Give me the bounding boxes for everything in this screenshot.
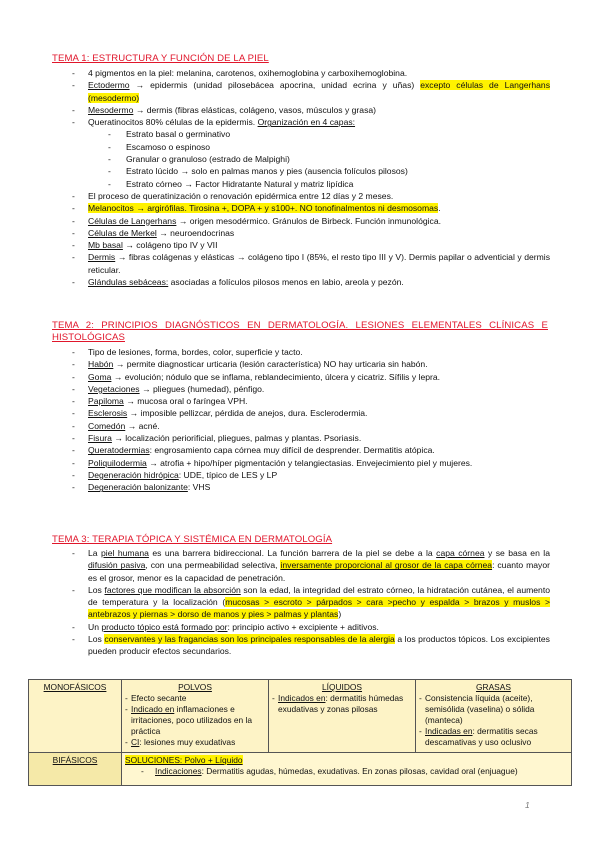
tema2-title-line2: HISTOLÓGICAS bbox=[52, 332, 125, 343]
table-row bbox=[29, 753, 572, 786]
list-item: - El proceso de queratinización o renovación epidérmica entre 12 días y 2 meses. bbox=[72, 190, 550, 202]
header-polvos: POLVOS bbox=[178, 682, 212, 692]
sublist-item: - Escamoso o espinoso bbox=[72, 141, 550, 153]
list-item: - 4 pigmentos en la piel: melanina, carotenos, oxihemoglobina y carboxihemoglobina. bbox=[72, 67, 550, 79]
list-item: - Comedón → acné. bbox=[72, 420, 550, 432]
sublist-item: - Estrato lúcido → solo en palmas manos y pies (ausencia folículos pilosos) bbox=[72, 165, 550, 177]
page-number: 1 bbox=[525, 800, 530, 810]
excipients-table bbox=[28, 679, 572, 786]
list-item: - Glándulas sebáceas: asociadas a folículos pilosos menos en labio, areola y pezón. bbox=[72, 276, 550, 288]
list-item: - Ectodermo → epidermis (unidad pilosebácea apocrina, unidad ecrina y uñas) excepto células de Langerhans (mesodermo) bbox=[72, 79, 550, 104]
list-item: - Tipo de lesiones, forma, bordes, color, superficie y tacto. bbox=[72, 346, 550, 358]
list-item: - Degeneración hidrópica: UDE, típico de LES y LP bbox=[72, 469, 550, 481]
tema2-title-line1: TEMA 2: PRINCIPIOS DIAGNÓSTICOS EN DERMATOLOGÍA. LESIONES ELEMENTALES CLÍNICAS E bbox=[52, 320, 548, 331]
list-item: - Queratodermias: engrosamiento capa córnea muy difícil de desprender. Dermatitis atópica. bbox=[72, 444, 550, 456]
row-label-bifasicos: BIFÁSICOS bbox=[29, 753, 122, 786]
list-item: - Dermis → fibras colágenas y elásticas → colágeno tipo I (85%, el resto tipo III y V). Dermis papilar o adventicial y dermis reticular. bbox=[72, 251, 550, 276]
tema3-list bbox=[72, 547, 550, 658]
soluciones-heading: SOLUCIONES: Polvo + Líquido bbox=[125, 755, 243, 765]
list-item: - Mb basal → colágeno tipo IV y VII bbox=[72, 239, 550, 251]
list-item: - Esclerosis → imposible pellizcar, pérdida de anejos, dura. Esclerodermia. bbox=[72, 407, 550, 419]
sublist-item: - Granular o granuloso (estrado de Malpighi) bbox=[72, 153, 550, 165]
list-item: - Melanocitos → argirófilas. Tirosina +, DOPA + y s100+. NO tonofinalmentos ni desmosomas. bbox=[72, 202, 550, 214]
tema3-title: TEMA 3: TERAPIA TÓPICA Y SISTÉMICA EN DERMATOLOGÍA bbox=[52, 534, 333, 545]
list-item: - Los factores que modifican la absorción son la edad, la integridad del estrato córneo, la hidratación cutánea, el aumento de temperatura y la localización (mucosas > escroto > párpados > cara >pecho y espalda > brazos y muslos > antebrazos y piernas > dorso de manos y pies > palmas y plantas) bbox=[72, 584, 550, 621]
list-item: - Células de Merkel → neuroendocrinas bbox=[72, 227, 550, 239]
row-label-monofasicos: MONOFÁSICOS bbox=[29, 680, 122, 753]
sublist-item: - Estrato córneo → Factor Hidratante Natural y matriz lipídica bbox=[72, 178, 550, 190]
list-item: - Poliquilodermia → atrofia + hipo/híper pigmentación y telangiectasias. Envejecimiento piel y mujeres. bbox=[72, 457, 550, 469]
list-item: - Vegetaciones → pliegues (humedad), pénfigo. bbox=[72, 383, 550, 395]
list-item: - Los conservantes y las fragancias son los principales responsables de la alergia a los productos tópicos. Los excipientes pueden producir efectos secundarios. bbox=[72, 633, 550, 658]
list-item: - Papiloma → mucosa oral o faríngea VPH. bbox=[72, 395, 550, 407]
list-item: - La piel humana es una barrera bidireccional. La función barrera de la piel se debe a la capa córnea y se basa en la difusión pasiva, con una permeabilidad selectiva, inversamente proporcional al grosor de la capa córnea: cuanto mayor es el grosor, menor es la capacidad de penetración. bbox=[72, 547, 550, 584]
list-item: - Queratinocitos 80% células de la epidermis. Organización en 4 capas: bbox=[72, 116, 550, 128]
header-liquidos: LÍQUIDOS bbox=[321, 682, 363, 692]
list-item: - Mesodermo → dermis (fibras elásticas, colágeno, vasos, músculos y grasa) bbox=[72, 104, 550, 116]
header-grasas: GRASAS bbox=[476, 682, 511, 692]
cell-grasas: GRASAS - Consistencia líquida (aceite), semisólida (vaselina) o sólida (manteca) - Indicadas en: dermatitis secas descamativas y uso oclusivo bbox=[416, 680, 572, 753]
list-item: - Células de Langerhans → origen mesodérmico. Gránulos de Birbeck. Función inmunológica. bbox=[72, 215, 550, 227]
list-item: - Un producto tópico está formado por: principio activo + excipiente + aditivos. bbox=[72, 621, 550, 633]
table-row bbox=[29, 680, 572, 753]
list-item: - Habón → permite diagnosticar urticaria (lesión característica) NO hay urticaria sin habón. bbox=[72, 358, 550, 370]
cell-polvos: POLVOS - Efecto secante - Indicado en inflamaciones e irritaciones, poco utilizados en la práctica - CI: lesiones muy exudativas bbox=[122, 680, 269, 753]
tema1-list bbox=[72, 67, 550, 288]
list-item: - Fisura → localización periorificial, pliegues, palmas y plantas. Psoriasis. bbox=[72, 432, 550, 444]
cell-bifasicos: SOLUCIONES: Polvo + Líquido - Indicaciones: Dermatitis agudas, húmedas, exudativas. En zonas pilosas, cavidad oral (enjuague) bbox=[122, 753, 572, 786]
list-item: - Goma → evolución; nódulo que se inflama, reblandecimiento, úlcera y cicatriz. Sífilis y lepra. bbox=[72, 371, 550, 383]
list-item: - Degeneración balonizante: VHS bbox=[72, 481, 550, 493]
sublist-item: - Estrato basal o germinativo bbox=[72, 128, 550, 140]
tema2-list bbox=[72, 346, 550, 494]
cell-liquidos: LÍQUIDOS - Indicados en: dermatitis húmedas exudativas y zonas pilosas bbox=[269, 680, 416, 753]
tema1-title: TEMA 1: ESTRUCTURA Y FUNCIÓN DE LA PIEL bbox=[52, 53, 269, 64]
